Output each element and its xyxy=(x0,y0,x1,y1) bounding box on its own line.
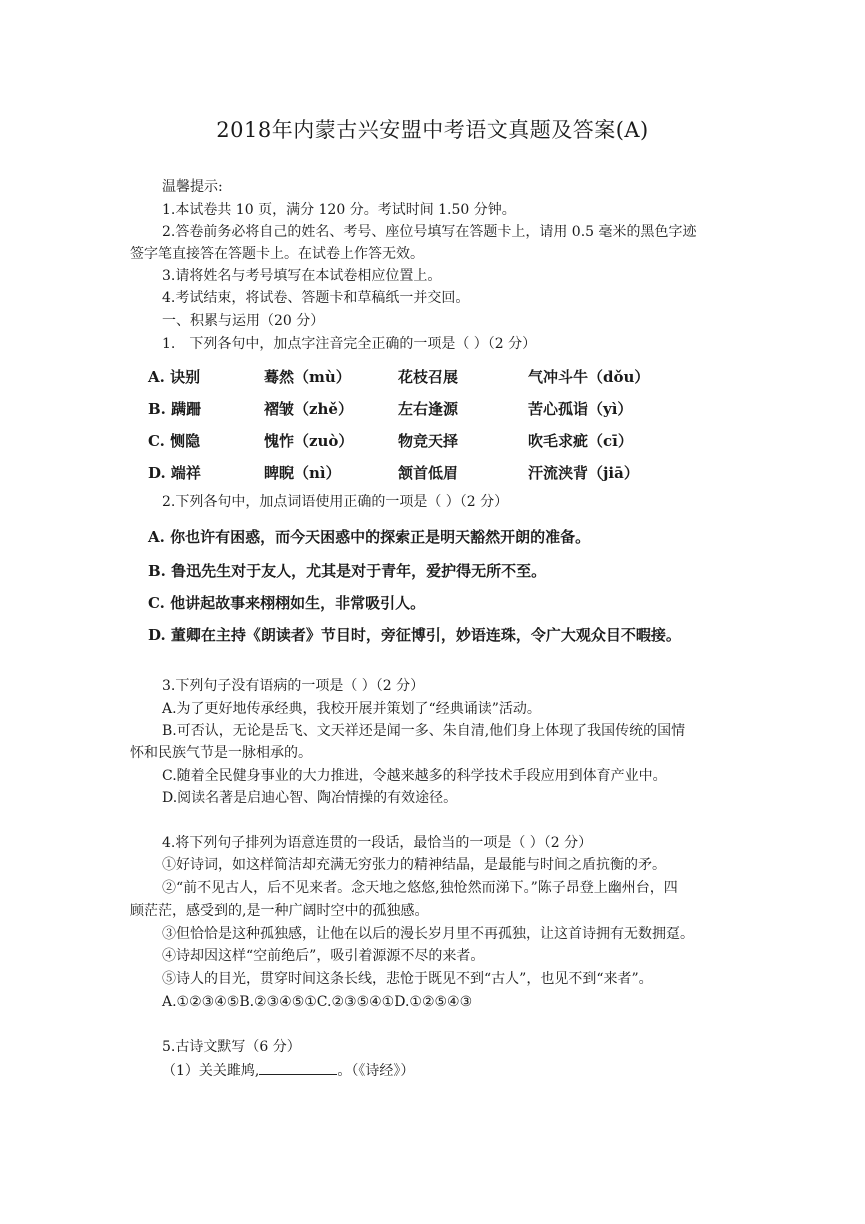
q1-cell: B. 蹒跚 xyxy=(148,400,202,418)
page-title: 2018年内蒙古兴安盟中考语文真题及答案(A) xyxy=(216,118,649,142)
q1-cell: 颔首低眉 xyxy=(398,464,459,482)
q2-option: A. 你也许有困惑，而今天困惑中的探索正是明天豁然开朗的准备。 xyxy=(148,528,591,546)
q1-options-table xyxy=(140,364,660,492)
q3-line: A.为了更好地传承经典，我校开展并策划了“经典诵读”活动。 xyxy=(162,701,541,717)
q2-option: C. 他讲起故事来栩栩如生，非常吸引人。 xyxy=(148,594,426,612)
q5-line-suffix: 。（《诗经》） xyxy=(337,1063,415,1079)
tip-line: 1.本试卷共 10 页，满分 120 分。考试时间 1.50 分钟。 xyxy=(162,202,516,218)
q1-cell: 苦心孤诣（yì） xyxy=(528,400,633,418)
q1-cell: 蓦然（mù） xyxy=(264,368,351,386)
q3-line: 怀和民族气节是一脉相承的。 xyxy=(130,745,312,761)
q4-answer-options: A.①②③④⑤B.②③④⑤①C.②③⑤④①D.①②⑤④③ xyxy=(162,994,473,1010)
q1-cell: 吹毛求疵（cī） xyxy=(528,432,633,450)
question-stem: 5.古诗文默写（6 分） xyxy=(162,1039,301,1055)
q1-cell: A. 诀别 xyxy=(148,368,201,386)
q1-cell: 睥睨（nì） xyxy=(264,464,341,482)
q4-line: ③但恰恰是这种孤独感，让他在以后的漫长岁月里不再孤独，让这首诗拥有无数拥趸。 xyxy=(162,926,694,942)
tip-line: 2.答卷前务必将自己的姓名、考号、座位号填写在答题卡上，请用 0.5 毫米的黑色字迹 xyxy=(162,224,697,240)
question-stem: 3.下列句子没有语病的一项是（ ）（2 分） xyxy=(162,678,425,694)
section-heading: 一、积累与运用（20 分） xyxy=(162,313,325,329)
q2-option: D. 董卿在主持《朗读者》节目时，旁征博引，妙语连珠，令广大观众目不暇接。 xyxy=(148,626,681,644)
q1-cell: 愧怍（zuò） xyxy=(264,432,354,450)
q2-option: B. 鲁迅先生对于友人，尤其是对于青年，爱护得无所不至。 xyxy=(148,562,547,580)
q4-line: ②“前不见古人，后不见来者。念天地之悠悠,独怆然而涕下。”陈子昂登上幽州台，四 xyxy=(162,880,678,896)
q1-cell: 左右逢源 xyxy=(398,400,459,418)
q1-cell: C. 恻隐 xyxy=(148,432,201,450)
tip-line: 3.请将姓名与考号填写在本试卷相应位置上。 xyxy=(162,268,442,284)
question-stem: 2.下列各句中，加点词语使用正确的一项是（ ）（2 分） xyxy=(162,494,509,510)
tip-line: 签字笔直接答在答题卡上。在试卷上作答无效。 xyxy=(130,246,424,262)
q3-line: B.可否认，无论是岳飞、文天祥还是闻一多、朱自清,他们身上体现了我国传统的国情 xyxy=(162,723,686,739)
q1-cell: 气冲斗牛（dǒu） xyxy=(528,368,650,386)
q4-line: ⑤诗人的目光，贯穿时间这条长线，悲怆于既见不到“古人”，也见不到“来者”。 xyxy=(162,971,653,987)
tips-heading: 温馨提示: xyxy=(162,179,223,195)
answer-blank[interactable] xyxy=(259,1060,337,1075)
q5-line xyxy=(162,1060,414,1081)
q1-cell: 褶皱（zhě） xyxy=(264,400,353,418)
q5-line-prefix: （1）关关雎鸠, xyxy=(162,1063,260,1079)
tip-line: 4.考试结束，将试卷、答题卡和草稿纸一并交回。 xyxy=(162,290,470,306)
q3-line: D.阅读名著是启迪心智、陶冶情操的有效途径。 xyxy=(162,790,458,806)
q1-cell: D. 端祥 xyxy=(148,464,201,482)
q4-line: ①好诗词，如这样简洁却充满无穷张力的精神结晶，是最能与时间之盾抗衡的矛。 xyxy=(162,857,666,873)
q1-cell: 花枝召展 xyxy=(398,368,459,386)
q1-cell: 汗流浃背（jiā） xyxy=(528,464,639,482)
q4-line: ④诗却因这样“空前绝后”，吸引着源源不尽的来者。 xyxy=(162,948,485,964)
question-stem: 1. 下列各句中，加点字注音完全正确的一项是（ ）（2 分） xyxy=(162,336,537,352)
q1-cell: 物竞天择 xyxy=(398,432,459,450)
question-stem: 4.将下列句子排列为语意连贯的一段话，最恰当的一项是（ ）（2 分） xyxy=(162,835,593,851)
q4-line: 顾茫茫，感受到的,是一种广阔时空中的孤独感。 xyxy=(130,903,429,919)
q3-line: C.随着全民健身事业的大力推进，令越来越多的科学技术手段应用到体育产业中。 xyxy=(162,768,667,784)
